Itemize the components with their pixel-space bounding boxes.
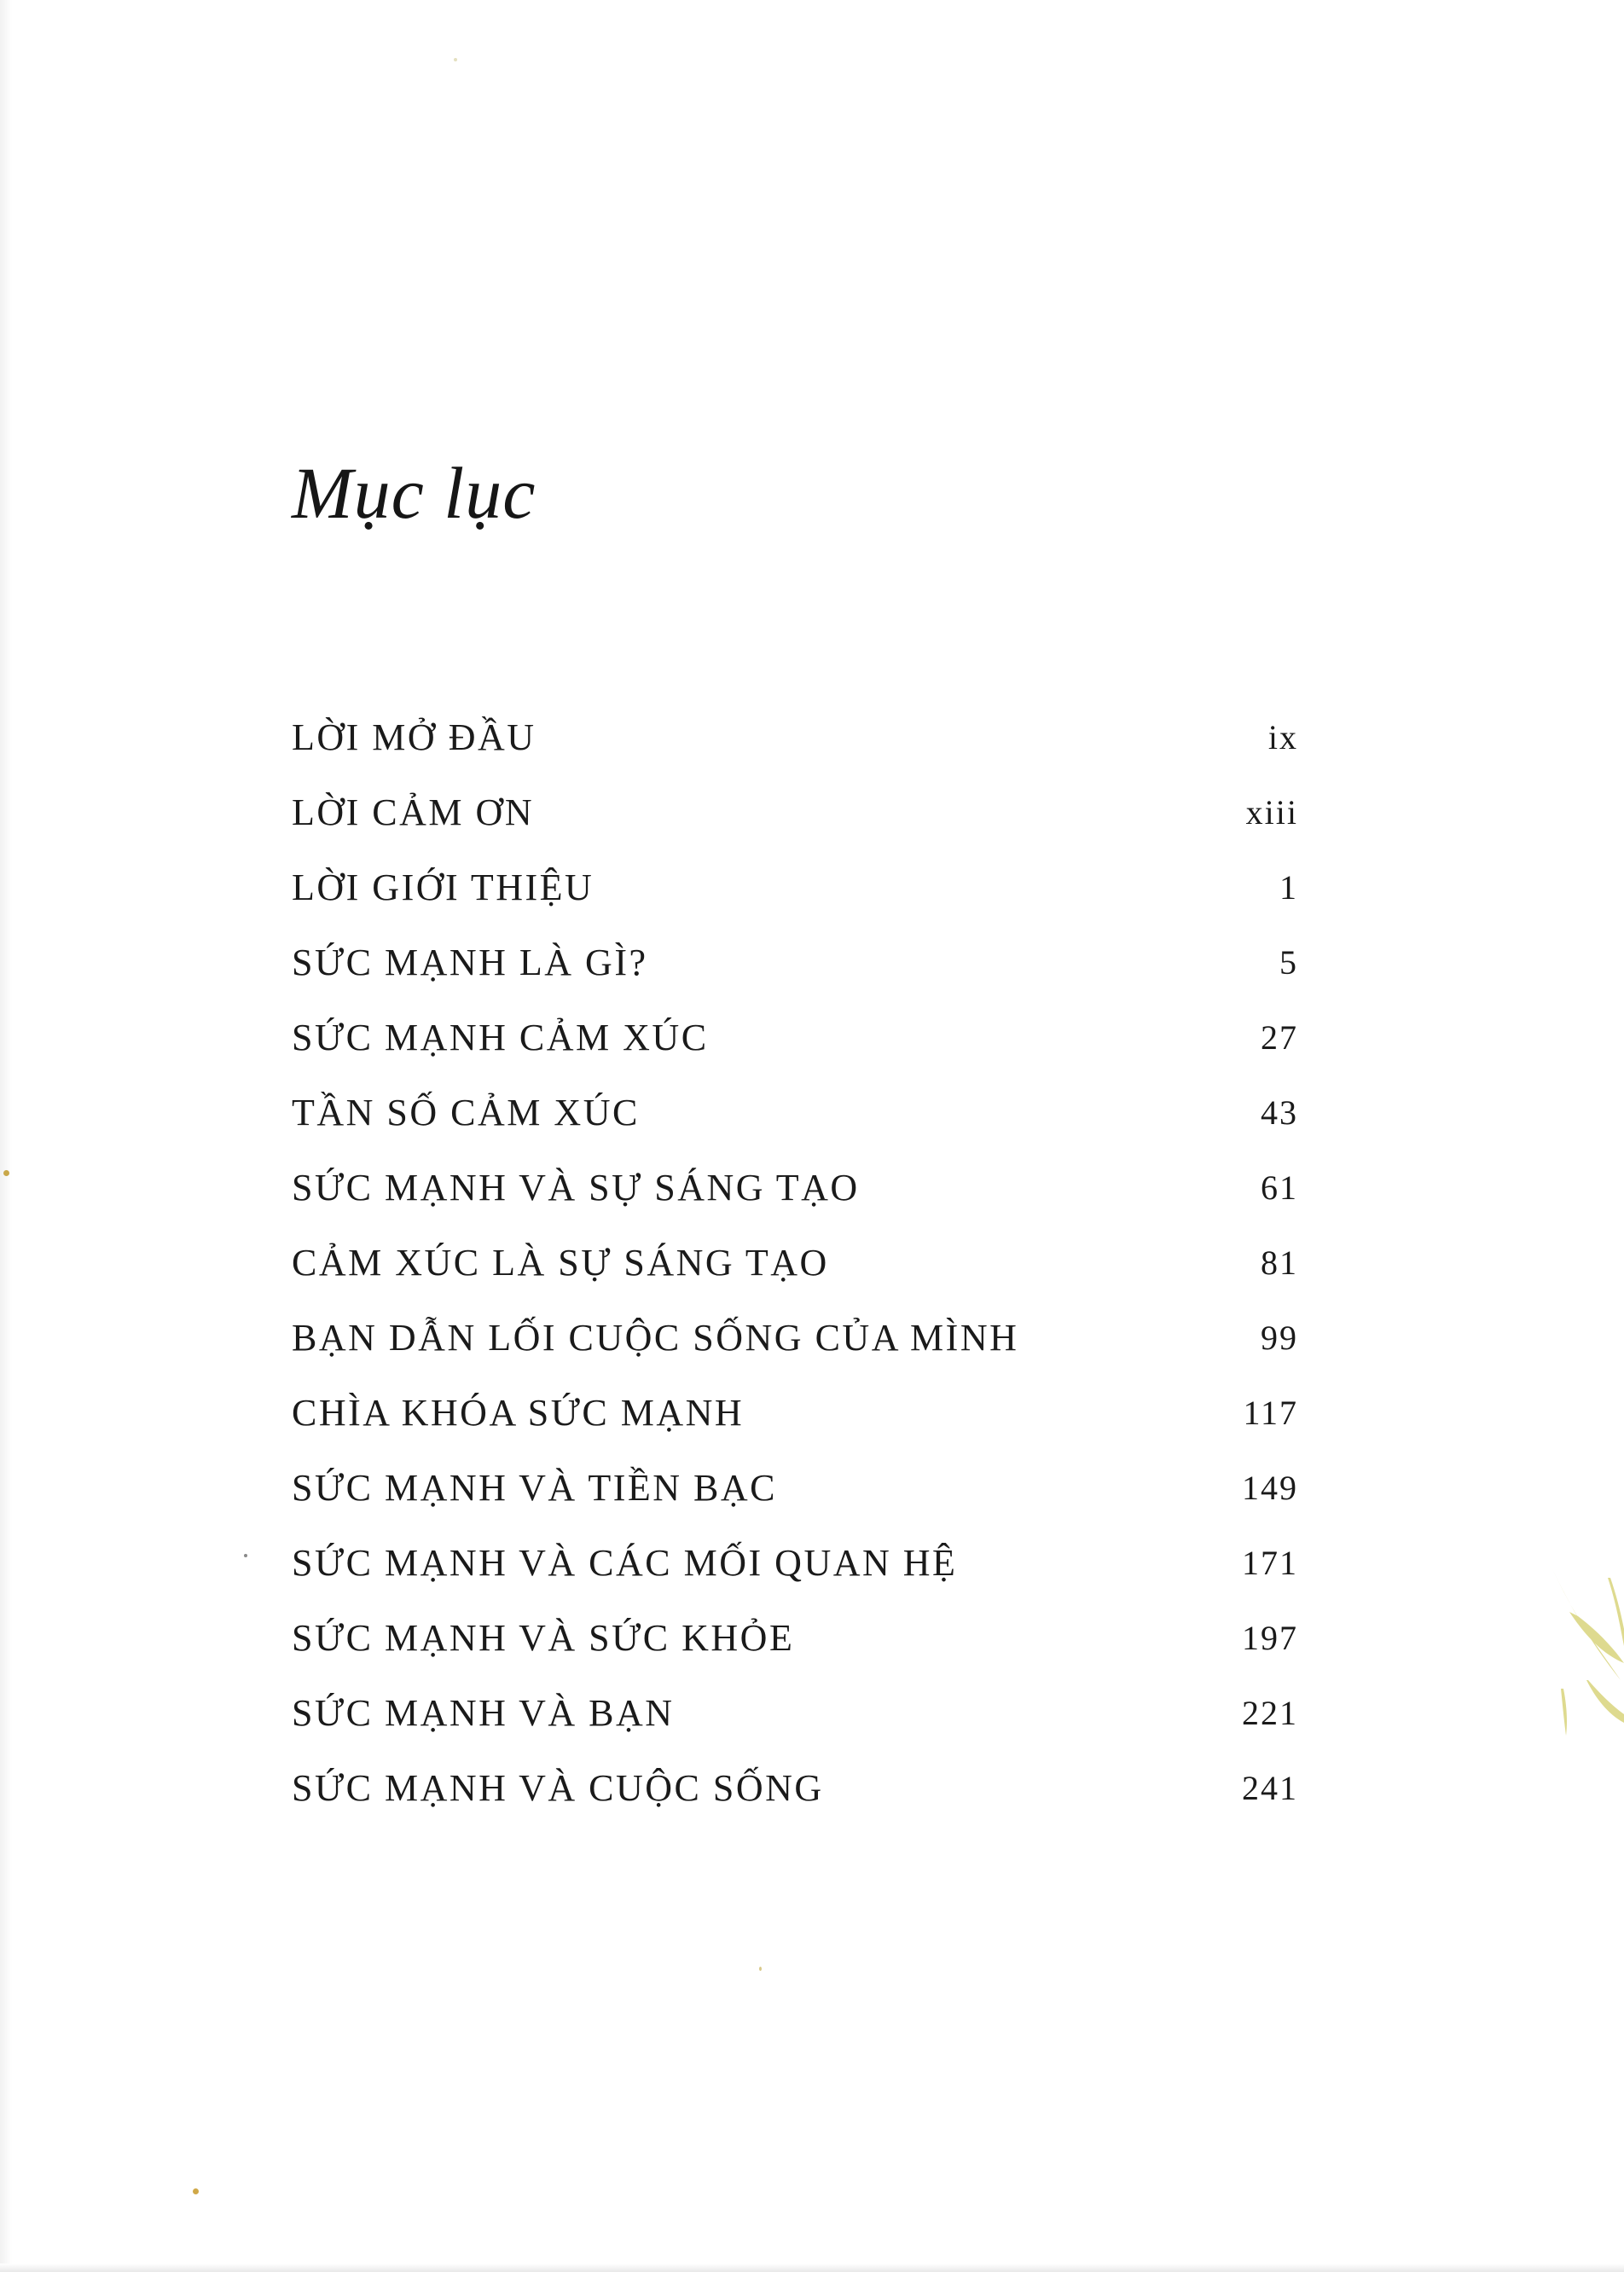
toc-entry-label: SỨC MẠNH VÀ TIỀN BẠC (292, 1466, 778, 1509)
toc-entry (292, 1000, 1298, 1075)
paper-speck (244, 1554, 247, 1557)
toc-entry-label: SỨC MẠNH VÀ CUỘC SỐNG (292, 1766, 824, 1809)
toc-entry-label: LỜI CẢM ƠN (292, 791, 535, 833)
toc-entry-page: 117 (1243, 1393, 1298, 1432)
toc-entry-page: 241 (1242, 1768, 1298, 1807)
toc-entry (292, 924, 1298, 1000)
toc-entry-label: CHÌA KHÓA SỨC MẠNH (292, 1391, 745, 1434)
toc-entry-label: TẦN SỐ CẢM XÚC (292, 1091, 640, 1133)
paper-speck (193, 2188, 199, 2194)
toc-entry-page: 149 (1242, 1468, 1298, 1507)
paper-speck (759, 1967, 762, 1971)
toc-entry (292, 699, 1298, 774)
toc-entry-label: SỨC MẠNH VÀ SỰ SÁNG TẠO (292, 1166, 860, 1208)
toc-entry (292, 1300, 1298, 1375)
toc-entry (292, 774, 1298, 849)
toc-entry-page: 221 (1242, 1693, 1298, 1732)
toc-entry-label: SỨC MẠNH VÀ BẠN (292, 1691, 675, 1734)
toc-entry-page: 81 (1261, 1243, 1298, 1282)
toc-entry (292, 1375, 1298, 1450)
toc-entry-label: CẢM XÚC LÀ SỰ SÁNG TẠO (292, 1241, 829, 1284)
toc-entry-label: SỨC MẠNH VÀ CÁC MỐI QUAN HỆ (292, 1541, 958, 1584)
toc-entry (292, 1675, 1298, 1750)
toc-entry-page: 171 (1242, 1543, 1298, 1582)
toc-entry-label: BẠN DẪN LỐI CUỘC SỐNG CỦA MÌNH (292, 1316, 1019, 1359)
toc-entry-label: SỨC MẠNH CẢM XÚC (292, 1016, 709, 1058)
toc-entry (292, 1450, 1298, 1525)
toc-entry (292, 849, 1298, 924)
toc-entry-page: xiii (1245, 792, 1298, 832)
paper-speck (454, 58, 457, 61)
toc-entry-page: ix (1267, 717, 1298, 756)
toc-entry-label: SỨC MẠNH VÀ SỨC KHỎE (292, 1616, 795, 1659)
toc-entry-page: 197 (1242, 1618, 1298, 1657)
toc-entry (292, 1600, 1298, 1675)
toc-entry-page: 61 (1261, 1168, 1298, 1207)
toc-entry-label: SỨC MẠNH LÀ GÌ? (292, 941, 648, 983)
toc-entry-label: LỜI MỞ ĐẦU (292, 716, 536, 758)
toc-entry-page: 5 (1279, 942, 1298, 982)
leaf-decoration-icon (1535, 1552, 1624, 1791)
toc-entry (292, 1150, 1298, 1225)
toc-entry (292, 1525, 1298, 1600)
table-of-contents (292, 699, 1298, 1825)
toc-entry-label: LỜI GIỚI THIỆU (292, 866, 594, 908)
paper-speck (3, 1170, 9, 1176)
toc-entry (292, 1075, 1298, 1150)
scan-edge-bottom (0, 2263, 1624, 2272)
toc-entry (292, 1225, 1298, 1300)
toc-entry-page: 43 (1261, 1093, 1298, 1132)
page-title: Mục lục (292, 452, 536, 534)
toc-entry-page: 99 (1261, 1318, 1298, 1357)
toc-entry (292, 1750, 1298, 1825)
toc-entry-page: 27 (1261, 1017, 1298, 1057)
scan-edge-left (0, 0, 12, 2272)
toc-entry-page: 1 (1279, 867, 1298, 907)
